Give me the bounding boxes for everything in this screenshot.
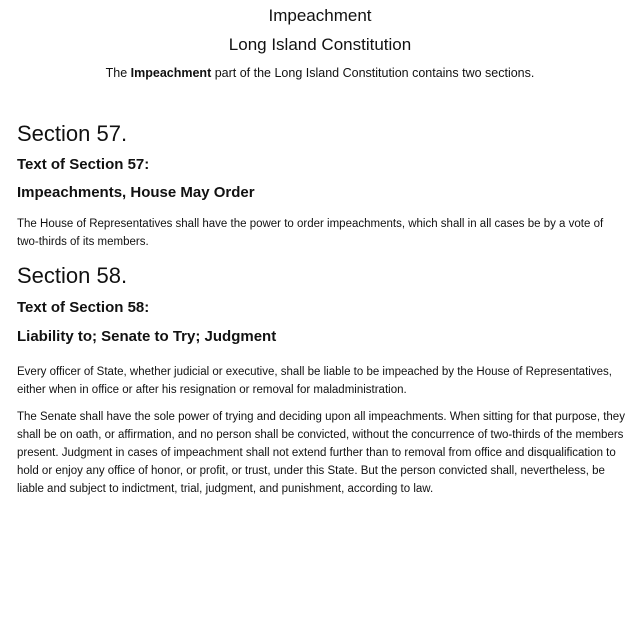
section-57-heading: Section 57. <box>17 121 128 146</box>
page-title: Impeachment <box>268 6 372 25</box>
intro-bold-term: Impeachment <box>130 66 212 80</box>
section-57-title: Impeachments, House May Order <box>17 184 255 201</box>
section-57-paragraph-1: The House of Representatives shall have the power to order impeachments, which shall in all cases be by a vote of two-thirds of its members. <box>17 218 604 248</box>
intro-suffix: part of the Long Island Constitution contains two sections. <box>211 66 535 80</box>
section-58-paragraph-1: Every officer of State, whether judicial or executive, shall be liable to be impeached by the House of Representatives, either when in office or after his resignation or removal for maladministration. <box>17 366 612 396</box>
page-subtitle: Long Island Constitution <box>228 35 412 54</box>
section-58-text-label: Text of Section 58: <box>17 299 150 316</box>
section-58-title: Liability to; Senate to Try; Judgment <box>17 328 277 345</box>
section-58-heading: Section 58. <box>17 263 128 288</box>
section-58-paragraph-2: The Senate shall have the sole power of trying and deciding upon all impeachments. When sitting for that purpose, they shall be on oath, or affirmation, and no person shall be convicted, without the concurrence of two-thirds of the members present. Judgment in cases of impeachment shall not extend further than to removal from office and disqualification to hold or enjoy any office of honor, or profit, or trust, under this State. But the person convicted shall, nevertheless, be liable and subject to indictment, trial, judgment, and punishment, according to law. <box>17 411 625 495</box>
section-57-text-label: Text of Section 57: <box>17 156 150 173</box>
intro-prefix: The <box>105 66 131 80</box>
intro-paragraph <box>0 65 640 81</box>
